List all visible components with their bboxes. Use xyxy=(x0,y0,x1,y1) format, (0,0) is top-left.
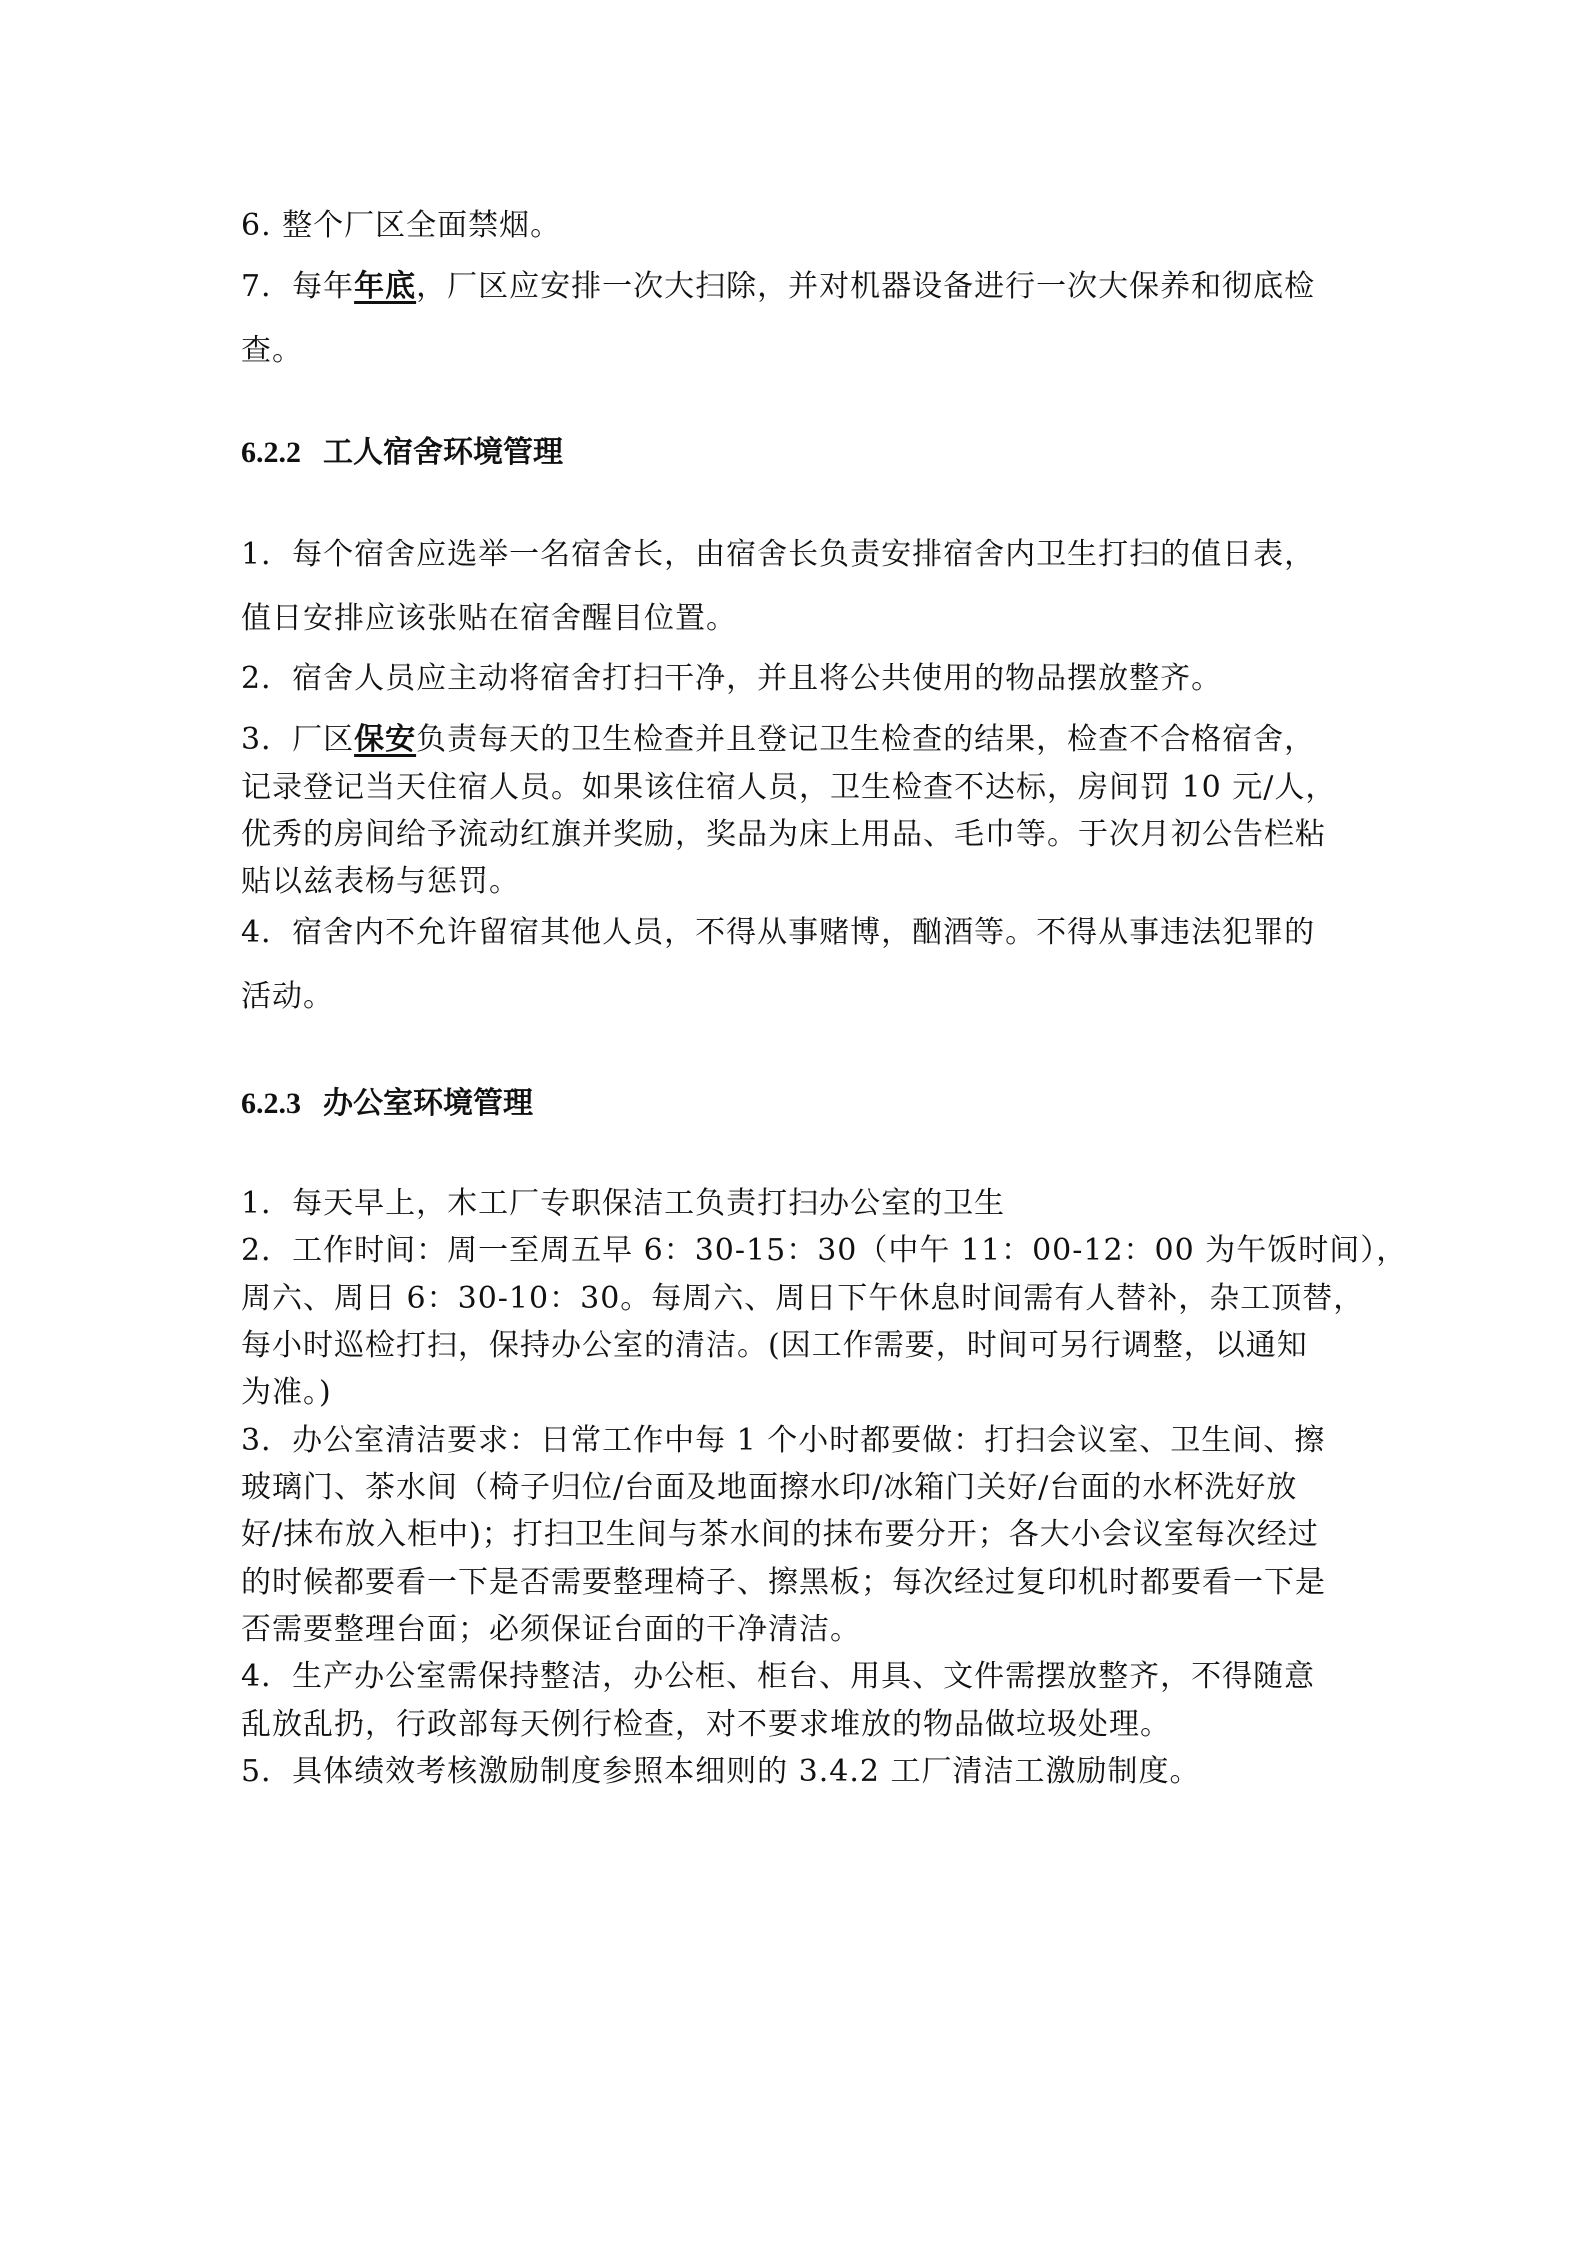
office-item-4-text-1: 4．生产办公室需保持整洁，办公柜、柜台、用具、文件需摆放整齐，不得随意 xyxy=(241,1659,1316,1694)
section-heading-623 xyxy=(241,1084,533,1124)
item-7-emphasis: 年底 xyxy=(354,269,417,304)
dorm-item-1-line-2 xyxy=(241,599,737,639)
office-item-3-line-1 xyxy=(241,1421,1325,1461)
dorm-item-1-text-1: 1．每个宿舍应选举一名宿舍长，由宿舍长负责安排宿舍内卫生打扫的值日表， xyxy=(241,537,1316,572)
office-item-3-line-4 xyxy=(241,1563,1326,1603)
dorm-item-3-text-4: 贴以兹表杨与惩罚。 xyxy=(241,864,520,899)
dorm-item-3-line-4 xyxy=(241,862,520,902)
dorm-item-3-line-1 xyxy=(241,720,1315,760)
office-item-2-text-2: 周六、周日 6：30-10：30。每周六、周日下午休息时间需有人替补，杂工顶替， xyxy=(241,1281,1365,1316)
office-item-5 xyxy=(241,1752,1201,1792)
office-item-2-line-3 xyxy=(241,1326,1308,1366)
dorm-item-3-text-3: 优秀的房间给予流动红旗并奖励，奖品为床上用品、毛巾等。于次月初公告栏粘 xyxy=(241,817,1326,852)
office-item-2-line-2 xyxy=(241,1279,1364,1319)
dorm-item-1-line-1 xyxy=(241,535,1315,575)
paragraph-item-6 xyxy=(241,206,561,246)
section-title-622: 工人宿舍环境管理 xyxy=(323,435,563,470)
dorm-item-4-text-1: 4．宿舍内不允许留宿其他人员，不得从事赌博，酗酒等。不得从事违法犯罪的 xyxy=(241,915,1316,950)
dorm-item-3-post: 负责每天的卫生检查并且登记卫生检查的结果，检查不合格宿舍， xyxy=(416,722,1316,757)
dorm-item-2-text: 2．宿舍人员应主动将宿舍打扫干净，并且将公共使用的物品摆放整齐。 xyxy=(241,661,1223,696)
office-item-3-line-2 xyxy=(241,1468,1297,1508)
section-number-622: 6.2.2 xyxy=(241,436,301,469)
item-7-pre: 7．每年 xyxy=(241,269,355,304)
office-item-2-text-3: 每小时巡检打扫，保持办公室的清洁。(因工作需要，时间可另行调整，以通知 xyxy=(241,1328,1308,1363)
dorm-item-1-text-2: 值日安排应该张贴在宿舍醒目位置。 xyxy=(241,601,737,636)
office-item-5-text: 5．具体绩效考核激励制度参照本细则的 3.4.2 工厂清洁工激励制度。 xyxy=(241,1754,1201,1789)
office-item-3-text-2: 玻璃门、茶水间（椅子归位/台面及地面擦水印/冰箱门关好/台面的水杯洗好放 xyxy=(241,1470,1298,1505)
section-number-623: 6.2.3 xyxy=(241,1087,301,1120)
dorm-item-3-line-2 xyxy=(241,768,1336,808)
dorm-item-4-line-2 xyxy=(241,977,334,1017)
item-6-text: 6. 整个厂区全面禁烟。 xyxy=(241,208,562,243)
office-item-3-text-3: 好/抹布放入柜中)；打扫卫生间与茶水间的抹布要分开；各大小会议室每次经过 xyxy=(241,1517,1319,1552)
office-item-4-line-2 xyxy=(241,1705,1171,1745)
dorm-item-3-pre: 3．厂区 xyxy=(241,722,355,757)
section-heading-622 xyxy=(241,433,563,473)
office-item-2-line-1 xyxy=(241,1231,1407,1271)
office-item-1 xyxy=(241,1184,1005,1224)
paragraph-item-7 xyxy=(241,267,1315,307)
item-7-post: ，厂区应安排一次大扫除，并对机器设备进行一次大保养和彻底检 xyxy=(416,269,1316,304)
office-item-3-line-5 xyxy=(241,1610,861,1650)
office-item-3-text-4: 的时候都要看一下是否需要整理椅子、擦黑板；每次经过复印机时都要看一下是 xyxy=(241,1565,1326,1600)
dorm-item-3-emphasis: 保安 xyxy=(354,722,417,757)
office-item-2-text-1: 2．工作时间：周一至周五早 6：30-15：30（中午 11：00-12：00 为午饭时间）， xyxy=(241,1233,1408,1268)
office-item-4-text-2: 乱放乱扔，行政部每天例行检查，对不要求堆放的物品做垃圾处理。 xyxy=(241,1707,1171,1742)
office-item-3-text-5: 否需要整理台面；必须保证台面的干净清洁。 xyxy=(241,1612,861,1647)
item-7-cont: 查。 xyxy=(241,333,303,368)
office-item-2-text-4: 为准。) xyxy=(241,1375,332,1410)
office-item-3-line-3 xyxy=(241,1515,1319,1555)
section-title-623: 办公室环境管理 xyxy=(323,1086,533,1121)
dorm-item-2 xyxy=(241,659,1222,699)
office-item-2-line-4 xyxy=(241,1373,332,1413)
dorm-item-4-line-1 xyxy=(241,913,1315,953)
office-item-4-line-1 xyxy=(241,1657,1315,1697)
office-item-1-text: 1．每天早上，木工厂专职保洁工负责打扫办公室的卫生 xyxy=(241,1186,1006,1221)
office-item-3-text-1: 3．办公室清洁要求：日常工作中每 1 个小时都要做：打扫会议室、卫生间、擦 xyxy=(241,1423,1326,1458)
paragraph-item-7-cont xyxy=(241,331,303,371)
dorm-item-3-text-2: 记录登记当天住宿人员。如果该住宿人员，卫生检查不达标，房间罚 10 元/人， xyxy=(241,770,1337,805)
dorm-item-4-text-2: 活动。 xyxy=(241,979,334,1014)
dorm-item-3-line-3 xyxy=(241,815,1326,855)
